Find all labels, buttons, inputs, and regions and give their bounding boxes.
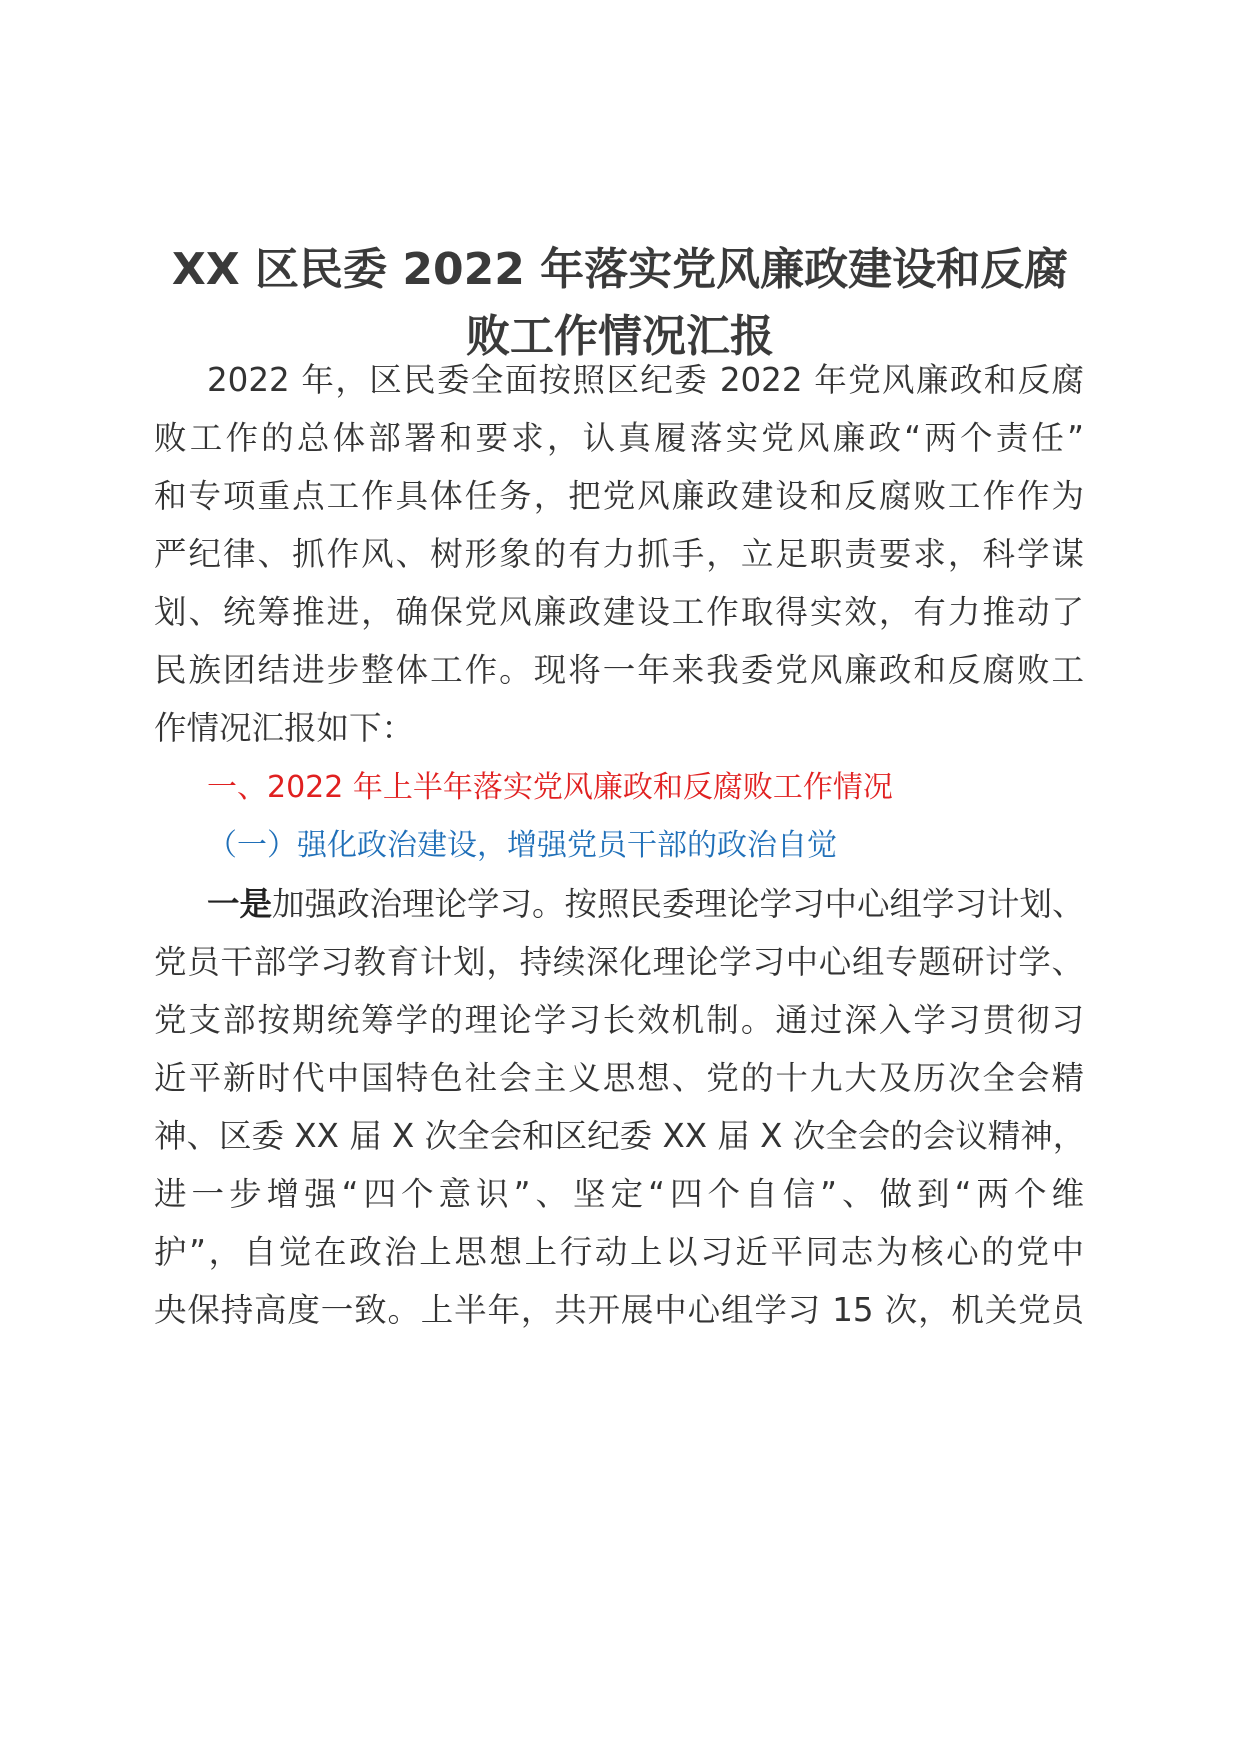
- paragraph-line: 党支部按期统筹学的理论学习长效机制。通过深入学习贯彻习: [154, 1001, 1084, 1039]
- paragraph-line: 进一步增强“四个意识”、坚定“四个自信”、做到“两个维: [154, 1175, 1084, 1213]
- paragraph-line: 护”，自觉在政治上思想上行动上以习近平同志为核心的党中: [154, 1233, 1084, 1271]
- intro-line: 败工作的总体部署和要求，认真履落实党风廉政“两个责任”: [154, 419, 1084, 457]
- document-title-line-2: 败工作情况汇报: [466, 311, 774, 362]
- intro-line: 民族团结进步整体工作。现将一年来我委党风廉政和反腐败工: [154, 651, 1084, 689]
- paragraph-lead: 一是: [207, 885, 273, 923]
- paragraph-line: 近平新时代中国特色社会主义思想、党的十九大及历次全会精: [154, 1059, 1084, 1097]
- document-title-line-1: XX 区民委 2022 年落实党风廉政建设和反腐: [171, 244, 1069, 295]
- intro-line: 划、统筹推进，确保党风廉政建设工作取得实效，有力推动了: [154, 593, 1084, 631]
- intro-line: 和专项重点工作具体任务，把党风廉政建设和反腐败工作作为: [154, 477, 1084, 515]
- section-heading: 一、2022 年上半年落实党风廉政和反腐败工作情况: [207, 770, 893, 805]
- intro-line: 2022 年，区民委全面按照区纪委 2022 年党风廉政和反腐: [207, 361, 1084, 399]
- subsection-heading: （一）强化政治建设，增强党员干部的政治自觉: [207, 828, 837, 863]
- intro-line: 作情况汇报如下：: [154, 709, 415, 747]
- intro-line: 严纪律、抓作风、树形象的有力抓手，立足职责要求，科学谋: [154, 535, 1084, 573]
- paragraph-first-line-text: 加强政治理论学习。按照民委理论学习中心组学习计划、: [272, 885, 1085, 923]
- paragraph-line: 党员干部学习教育计划，持续深化理论学习中心组专题研讨学、: [154, 943, 1084, 981]
- paragraph-first-line: [207, 882, 1084, 926]
- paragraph-line: 央保持高度一致。上半年，共开展中心组学习 15 次，机关党员: [154, 1291, 1084, 1329]
- paragraph-line: 神、区委 XX 届 X 次全会和区纪委 XX 届 X 次全会的会议精神，: [154, 1117, 1086, 1155]
